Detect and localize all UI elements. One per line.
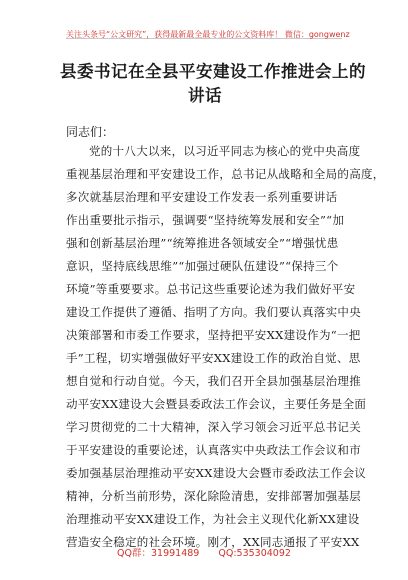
- title-line-1: 县委书记在全县平安建设工作推进会上的: [60, 62, 366, 81]
- body-line: 动平安XX建设大会暨县委政法工作会议，主要任务是全面: [66, 397, 367, 411]
- body-line: 建设工作提供了遵循、指明了方向。我们要认真落实中央: [66, 305, 361, 319]
- body-line: 作出重要批示指示，强调要“坚持统筹发展和安全”“加: [66, 213, 345, 227]
- body-line: 于平安建设的重要论述，认真落实中央政法工作会议和市: [66, 443, 361, 457]
- title-line-2: 讲话: [188, 86, 222, 105]
- body-line: 多次就基层治理和平安建设工作发表一系列重要讲话: [66, 190, 338, 204]
- body-line: 委加强基层治理推动平安XX建设大会暨市委政法工作会议: [66, 466, 367, 480]
- body-line: 决策部署和市委工作要求，坚持把平安XX建设作为“一把: [66, 328, 361, 342]
- body-line: 手”工程，切实增强做好平安XX建设工作的政治自觉、思: [66, 351, 361, 365]
- body-line: 精神，分析当前形势，深化除险清患，安排部署加强基层: [66, 489, 361, 503]
- body-line: 营造安全稳定的社会环境。刚才，XX同志通报了平安XX: [66, 535, 360, 549]
- footer-contact: [0, 545, 408, 559]
- header-banner: [66, 22, 350, 39]
- body-line: 学习贯彻党的二十大精神，深入学习领会习近平总书记关: [66, 420, 361, 434]
- body-line: 想自觉和行动自觉。今天，我们召开全县加强基层治理推: [66, 374, 361, 388]
- body-line: 意识，坚持底线思维”“加强过硬队伍建设”“保持三个: [66, 259, 339, 273]
- qq-text: QQ:535304092: [218, 548, 291, 559]
- body-line: 强和创新基层治理”“统筹推进各领域安全”“增强忧患: [66, 236, 339, 250]
- salutation: 同志们：: [66, 125, 115, 139]
- body-line: 环境”等重要要求。总书记这些重要论述为我们做好平安: [66, 282, 356, 296]
- header-banner-text: 关注头条号“公文研究”，获得最新最全最专业的公文资料库！ 微信：gongwenz: [66, 30, 350, 39]
- body-line: 重视基层治理和平安建设工作，总书记从战略和全局的高度，: [66, 167, 385, 181]
- body-line: 治理推动平安XX建设工作，为社会主义现代化新XX建设: [66, 512, 360, 526]
- document-title: [60, 60, 366, 108]
- qq-group-text: QQ群：31991489: [117, 548, 200, 559]
- body-line: 党的十八大以来，以习近平同志为核心的党中央高度: [89, 144, 361, 158]
- body-text: [66, 140, 385, 554]
